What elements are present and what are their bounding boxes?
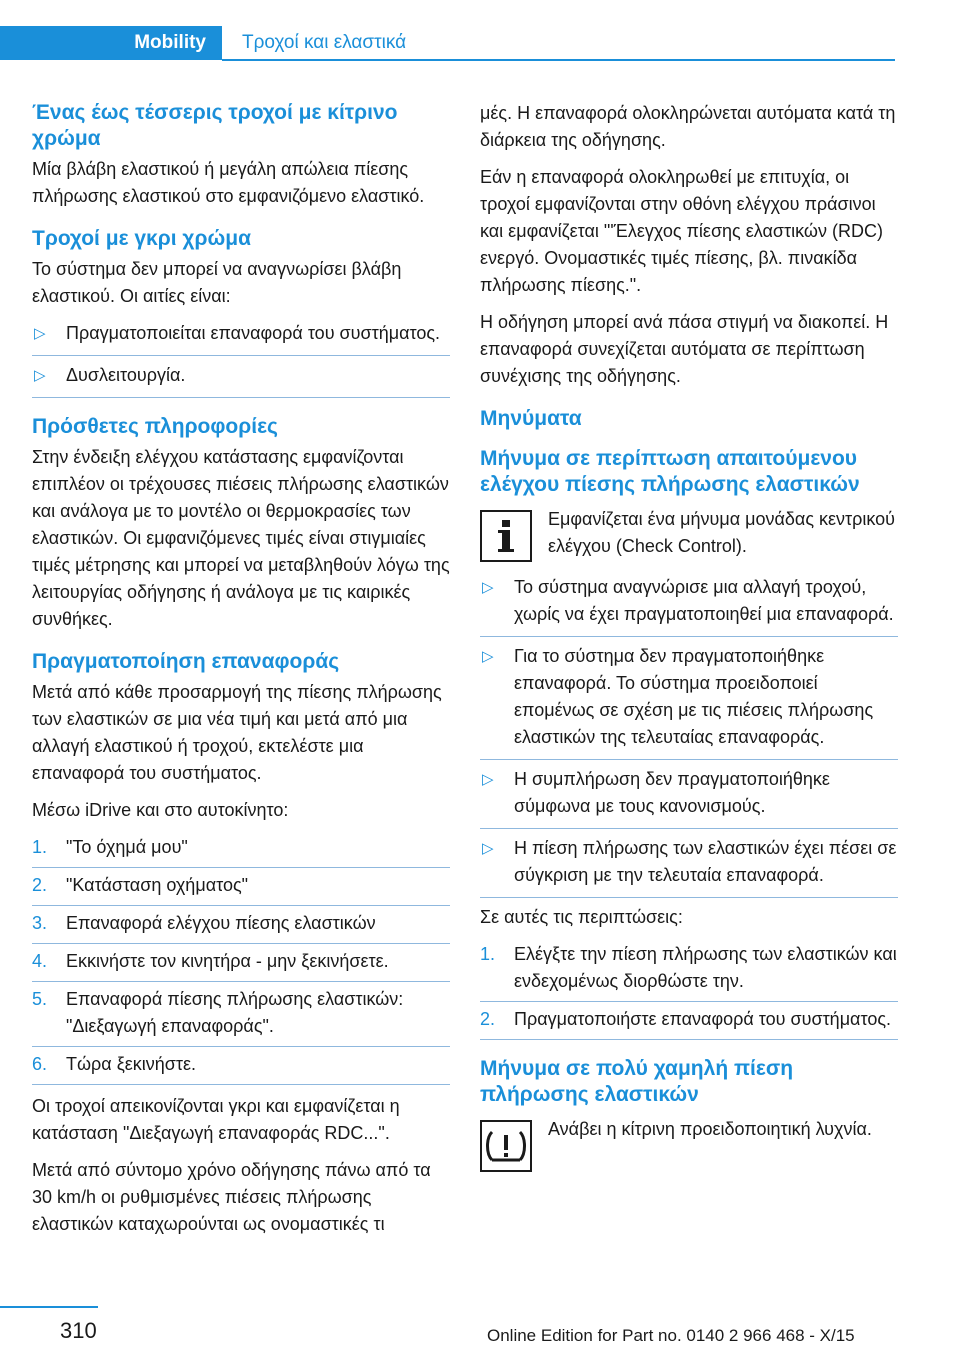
check-control-text: Εμφανίζεται ένα μήνυμα μονάδας κεντρικού ελέγχου (Check Control). [548,509,896,556]
step-item [32,872,450,906]
paragraph-interrupt: Η οδήγηση μπορεί ανά πάσα στιγμή να διακοπεί. Η επαναφορά συνεχίζεται αυτόματα σε περίπτωση συνέχισης της οδήγησης. [480,312,889,386]
list-item-text: Για το σύστημα δεν πραγματοποιήθηκε επαναφορά. Το σύστημα προειδοποιεί επομένως σε σχέση με τις πιέσεις πλήρωσης ελαστικών της τελευταίας επαναφοράς. [514,646,874,747]
step-text: "Κατάσταση οχήματος" [66,875,249,895]
list-item-text: Η συμπλήρωση δεν πραγματοποιήθηκε σύμφωνα με τους κανονισμούς. [514,769,830,816]
paragraph-in-these-cases: Σε αυτές τις περιπτώσεις: [480,907,683,927]
info-icon-graphic [486,516,526,556]
step-number: 2. [480,1009,496,1029]
step-item [480,1006,898,1040]
case-steps-list [480,941,898,1040]
paragraph-yellow-wheels: Μία βλάβη ελαστικού ή μεγάλη απώλεια πίεσης πλήρωσης ελαστικού στο εμφανιζόμενο ελαστικό. [32,159,425,206]
right-column [480,100,898,1184]
list-item [480,643,898,760]
paragraph-grey-wheels: Το σύστημα δεν μπορεί να αναγνωρίσει βλάβη ελαστικού. Οι αιτίες είναι: [32,259,402,306]
paragraph-after-reset-1: Οι τροχοί απεικονίζονται γκρι και εμφανίζεται η κατάσταση "Διεξαγωγή επαναφοράς RDC...". [32,1096,400,1143]
triangle-bullet-icon: ▷ [482,648,494,665]
step-item [32,910,450,944]
step-text: Εκκινήστε τον κινητήρα - μην ξεκινήσετε. [66,951,389,971]
step-item [32,986,450,1047]
step-number: 1. [480,944,496,964]
step-item [32,1051,450,1085]
reset-steps-list [32,834,450,1085]
header-subtitle: Τροχοί και ελαστικά [242,32,407,53]
step-text: Επαναφορά ελέγχου πίεσης ελαστικών [66,913,376,933]
list-item-text: Πραγματοποιείται επαναφορά του συστήματος. [66,323,441,343]
header-tab-mobility: Mobility [134,32,206,53]
list-item-text: Δυσλειτουργία. [66,365,186,385]
grey-causes-list [32,320,450,398]
step-text: "Το όχημά μου" [66,837,188,857]
step-text: Επαναφορά πίεσης πλήρωσης ελαστικών: "Διεξαγωγή επαναφοράς". [66,989,404,1036]
tire-warning-icon-graphic [484,1126,528,1166]
paragraph-perform-reset: Μετά από κάθε προσαρμογή της πίεσης πλήρωσης των ελαστικών σε μια νέα τιμή και μετά από μια αλλαγή ελαστικού ή τροχού, εκτελέστε μια επαναφορά του συστήματος. [32,682,442,783]
step-item [32,834,450,868]
page-header [0,0,960,64]
footer-rule [0,1306,98,1308]
info-icon [480,510,532,562]
heading-low-pressure: Μήνυμα σε πολύ χαμηλή πίεση πλήρωσης ελαστικών [480,1057,794,1106]
heading-perform-reset: Πραγματοποίηση επαναφοράς [32,650,340,673]
step-item [32,948,450,982]
step-number: 6. [32,1054,48,1074]
message-causes-list [480,574,898,898]
tire-warning-icon [480,1120,532,1172]
triangle-bullet-icon: ▷ [482,840,494,857]
heading-yellow-wheels: Ένας έως τέσσερις τροχοί με κίτρινο χρώμα [32,101,398,150]
triangle-bullet-icon: ▷ [34,367,46,384]
list-item [480,766,898,829]
paragraph-reset-success: Εάν η επαναφορά ολοκληρωθεί με επιτυχία, οι τροχοί εμφανίζονται στην οθόνη ελέγχου πράσινοι και εμφανίζεται "'Έλεγχος πίεσης ελαστικών (RDC) ενεργό. Ονομαστικές τιμές πίεσης, βλ. πινακίδα πλήρωσης πίεσης.". [480,167,883,295]
triangle-bullet-icon: ▷ [34,325,46,342]
list-item-text: Το σύστημα αναγνώρισε μια αλλαγή τροχού, χωρίς να έχει πραγματοποιηθεί μια επαναφορά. [514,577,894,624]
header-rule [222,59,895,61]
list-item [480,574,898,637]
list-item [480,835,898,898]
heading-messages: Μηνύματα [480,407,582,430]
list-item-text: Η πίεση πλήρωσης των ελαστικών έχει πέσει σε σύγκριση με την τελευταία επαναφορά. [514,838,897,885]
footer-edition: Online Edition for Part no. 0140 2 966 468 - X/15 [487,1326,855,1345]
step-number: 3. [32,913,48,933]
left-column [32,100,450,1248]
step-number: 2. [32,875,48,895]
heading-grey-wheels: Τροχοί με γκρι χρώμα [32,227,251,250]
paragraph-idrive: Μέσω iDrive και στο αυτοκίνητο: [32,800,289,820]
triangle-bullet-icon: ▷ [482,771,494,788]
step-text: Τώρα ξεκινήστε. [66,1054,197,1074]
step-text: Ελέγξτε την πίεση πλήρωσης των ελαστικών και ενδεχομένως διορθώστε την. [514,944,897,991]
check-control-note [480,506,898,562]
page-number: 310 [60,1318,97,1343]
paragraph-after-reset-2: Μετά από σύντομο χρόνο οδήγησης πάνω από τα 30 km/h οι ρυθμισμένες πιέσεις πλήρωσης ελαστικών καταχωρούνται ως ονομαστικές τι [32,1160,431,1234]
step-number: 5. [32,989,48,1009]
heading-additional-info: Πρόσθετες πληροφορίες [32,415,278,438]
step-item [480,941,898,1002]
low-pressure-note [480,1116,898,1172]
paragraph-continued: μές. Η επαναφορά ολοκληρώνεται αυτόματα κατά τη διάρκεια της οδήγησης. [480,103,896,150]
low-pressure-text: Ανάβει η κίτρινη προειδοποιητική λυχνία. [548,1119,872,1139]
heading-check-required: Μήνυμα σε περίπτωση απαιτούμενου ελέγχου πίεσης πλήρωσης ελαστικών [480,447,860,496]
triangle-bullet-icon: ▷ [482,579,494,596]
list-item [32,320,450,356]
step-number: 4. [32,951,48,971]
list-item [32,362,450,398]
paragraph-additional-info: Στην ένδειξη ελέγχου κατάστασης εμφανίζονται επιπλέον οι τρέχουσες πιέσεις πλήρωσης ελαστικών και ανάλογα με το μοντέλο οι θερμοκρασίες των ελαστικών. Οι εμφανιζόμενες τιμές είναι στιγμιαίες τιμές μέτρησης και μπορεί να μεταβληθούν λόγω της λειτουργίας οδήγησης ή ανάλογα με τις καιρικές συνθήκες. [32,447,450,629]
step-text: Πραγματοποιήστε επαναφορά του συστήματος. [514,1009,892,1029]
step-number: 1. [32,837,48,857]
